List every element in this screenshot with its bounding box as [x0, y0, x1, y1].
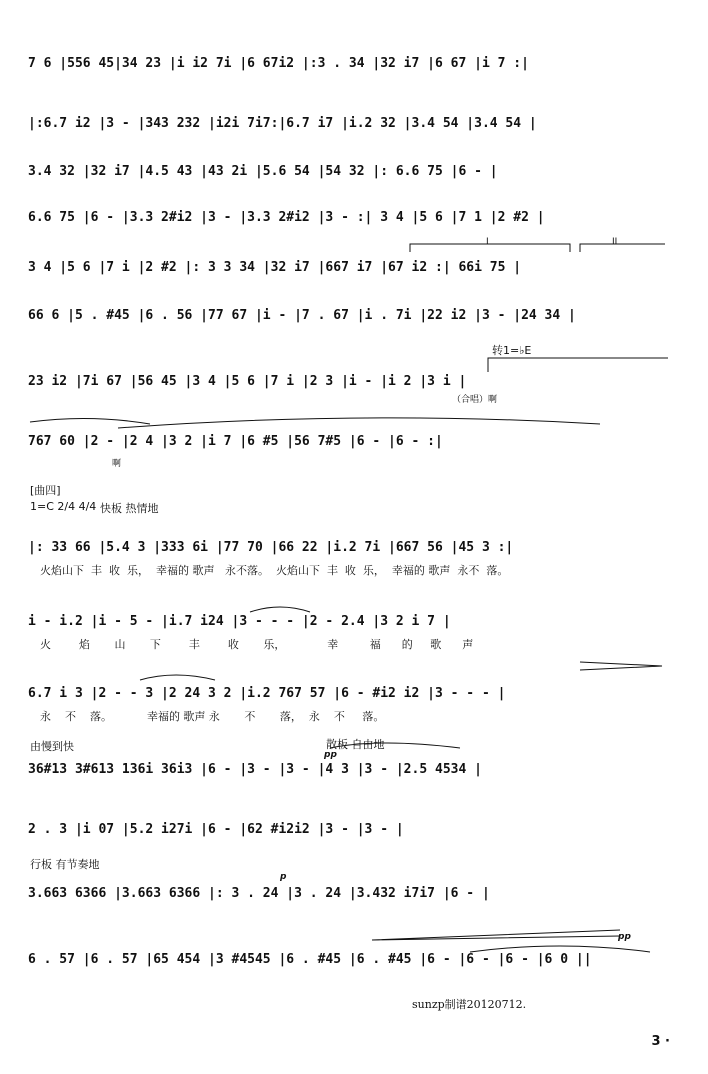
page-number: 3 ·	[651, 1034, 670, 1049]
crescendo-hairpin	[580, 662, 662, 670]
key-meter: 1=C 2/4 4/4	[30, 500, 97, 513]
key-change: 转1=♭E	[492, 344, 532, 357]
s4-line-4: 36#13 3#613 136i 36i3 |6 - |3 - |3 - |4 3 |3 - |2.5 4534 |	[28, 762, 482, 777]
key-change-line	[488, 358, 668, 372]
s4-line-3: 6.7 i 3 |2 - - 3 |2 24 3 2 |i.2 767 57 |6 - #i2 i2 |3 - - - |	[28, 686, 506, 701]
free-tempo: 散板 自由地	[326, 738, 385, 751]
s4-line-7: 6 . 57 |6 . 57 |65 454 |3 #4545 |6 . #45 |6 . #45 |6 - |6 - |6 - |6 0 ||	[28, 952, 592, 967]
score-line-5: 3 4 |5 6 |7 i |2 #2 |: 3 3 34 |32 i7 |667 i7 |67 i2 :| 66i 75 |	[28, 260, 522, 275]
slur-line8	[30, 418, 150, 424]
volta-bracket-1	[410, 244, 570, 252]
tempo-gradual: 由慢到快	[30, 740, 74, 753]
dynamic-pp: pp	[324, 750, 337, 760]
score-line-8: 767 60 |2 - |2 4 |3 2 |i 7 |6 #5 |56 7#5 |6 - |6 - :|	[28, 434, 443, 449]
volta-label-1: I	[486, 237, 489, 247]
decrescendo-hairpin	[372, 930, 620, 940]
volta-label-2: II	[612, 237, 618, 247]
s4-lyric-1: 火焰山下 丰 收 乐， 幸福的 歌声 永不落。 火焰山下 丰 收 乐， 幸福的 歌声 永不 落。	[40, 564, 509, 577]
andante-marking: 行板 有节奏地	[30, 858, 100, 871]
aa-lyric: 啊	[112, 459, 122, 469]
section-title: [曲四]	[30, 484, 61, 497]
tempo-marking: 快板 热情地	[100, 502, 159, 515]
score-line-2: |:6.7 i2 |3 - |343 232 |i2i 7i7:|6.7 i7 |i.2 32 |3.4 54 |3.4 54 |	[28, 116, 537, 131]
slur-line8b	[118, 418, 600, 428]
s4-line-2: i - i.2 |i - 5 - |i.7 i24 |3 - - - |2 - 2.4 |3 2 i 7 |	[28, 614, 451, 629]
score-line-6: 66 6 |5 . #45 |6 . 56 |77 67 |i - |7 . 67 |i . 7i |22 i2 |3 - |24 34 |	[28, 308, 576, 323]
credit-line: sunzp制谱20120712.	[412, 998, 527, 1011]
dynamic-p: p	[280, 872, 287, 882]
volta-bracket-2	[580, 244, 665, 252]
score-line-3: 3.4 32 |32 i7 |4.5 43 |43 2i |5.6 54 |54 32 |: 6.6 75 |6 - |	[28, 164, 498, 179]
s4-line-1: |: 33 66 |5.4 3 |333 6i |77 70 |66 22 |i.2 7i |667 56 |45 3 :|	[28, 540, 514, 555]
slur-s4l3	[140, 675, 215, 680]
score-line-1: 7 6 |556 45|34 23 |i i2 7i |6 67i2 |:3 . 34 |32 i7 |6 67 |i 7 :|	[28, 56, 529, 71]
s4-line-6: 3.663 6366 |3.663 6366 |: 3 . 24 |3 . 24 |3.432 i7i7 |6 - |	[28, 886, 490, 901]
s4-lyric-3: 永 不 落。 幸福的 歌声 永 不 落， 永 不 落。	[40, 710, 385, 723]
score-line-7: 23 i2 |7i 67 |56 45 |3 4 |5 6 |7 i |2 3 |i - |i 2 |3 i |	[28, 374, 467, 389]
s4-line-5: 2 . 3 |i 07 |5.2 i27i |6 - |62 #i2i2 |3 - |3 - |	[28, 822, 404, 837]
s4-lyric-2: 火 焰 山 下 丰 收 乐， 幸 福 的 歌 声	[40, 638, 474, 651]
dynamic-pp-end: pp	[618, 932, 631, 942]
slur-s4l2	[250, 607, 310, 612]
score-line-4: 6.6 75 |6 - |3.3 2#i2 |3 - |3.3 2#i2 |3 - :| 3 4 |5 6 |7 1 |2 #2 |	[28, 210, 545, 225]
chorus-note: （合唱）啊	[452, 395, 498, 405]
